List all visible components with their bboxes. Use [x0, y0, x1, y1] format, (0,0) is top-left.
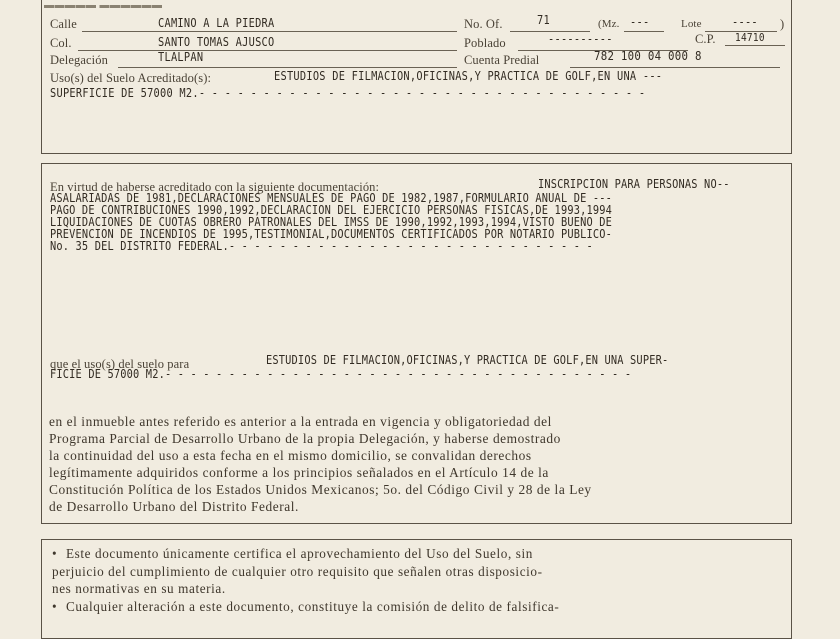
mz-label: (Mz. [598, 18, 620, 30]
col-label: Col. [50, 36, 72, 50]
lote-value: ---- [732, 15, 758, 29]
cp-label: C.P. [695, 32, 716, 46]
col-value: SANTO TOMAS AJUSCO [158, 35, 275, 49]
calle-line [82, 31, 457, 32]
note-1-line-3: nes normativas en su materia. [52, 581, 226, 596]
legal-line-1: en el inmueble antes referido es anterior a la entrada en vigencia y obligatoriedad del [49, 414, 552, 429]
legal-line-2: Programa Parcial de Desarrollo Urbano de la propia Delegación, y haberse demostrado [49, 431, 561, 446]
col-line [78, 50, 457, 51]
note-1-line-2: perjuicio del cumplimiento de cualquier otro requisito que señalen otras disposicio- [52, 563, 543, 579]
documentation-intro: En virtud de haberse acreditado con la siguiente documentación: [50, 180, 380, 194]
documentation-line-5: PREVENCION DE INCENDIOS DE 1995,TESTIMONIAL,DOCUMENTOS CERTIFICADOS POR NOTARIO PUBLICO- [50, 227, 613, 241]
close-paren: ) [780, 17, 785, 31]
no-of-value: 71 [537, 13, 550, 27]
note-1-line-1: Este documento únicamente certifica el aprovechamiento del Uso del Suelo, sin [66, 546, 533, 561]
mz-line [624, 31, 664, 32]
calle-value: CAMINO A LA PIEDRA [158, 16, 275, 30]
bullet-icon: • [52, 598, 58, 614]
calle-label: Calle [50, 17, 77, 31]
delegacion-line [118, 67, 457, 68]
cp-line [725, 45, 785, 46]
uso-section-line-2: FICIE DE 57000 M2.- - - - - - - - - - - - - - - - - - - - - - - - - - - - - - - - - - - - - [50, 367, 632, 381]
poblado-label: Poblado [464, 36, 506, 50]
mz-value: --- [630, 15, 650, 29]
documentation-line-2: ASALARIADAS DE 1981,DECLARACIONES MENSUALES DE PAGO DE 1982,1987,FORMULARIO ANUAL DE --- [50, 191, 613, 205]
legal-line-5: Constitución Política de los Estados Unidos Mexicanos; 5o. del Código Civil y 28 de la Ley [49, 482, 592, 497]
delegacion-value: TLALPAN [158, 50, 204, 64]
uso-line-2: SUPERFICIE DE 57000 M2.- - - - - - - - - - - - - - - - - - - - - - - - - - - - - - - - - - - [50, 86, 646, 100]
cuenta-line [570, 67, 780, 68]
documentation-line-6: No. 35 DEL DISTRITO FEDERAL.- - - - - - - - - - - - - - - - - - - - - - - - - - - - - [50, 239, 593, 253]
notes-list [52, 545, 792, 615]
documentation-line-1: INSCRIPCION PARA PERSONAS NO-- [538, 177, 730, 191]
uso-line-1: ESTUDIOS DE FILMACION,OFICINAS,Y PRACTICA DE GOLF,EN UNA --- [274, 69, 663, 83]
note-1 [52, 545, 792, 563]
legal-line-3: la continuidad del uso a esta fecha en el mismo domicilio, se convalidan derechos [49, 448, 532, 463]
documentation-line-4: LIQUIDACIONES DE CUOTAS OBRERO PATRONALES DEL IMSS DE 1990,1992,1993,1994,VISTO BUENO DE [50, 215, 613, 229]
note-2-line-1: Cualquier alteración a este documento, constituye la comisión de delito de falsifica- [66, 598, 560, 614]
cuenta-value: 782 100 04 000 8 [594, 48, 702, 63]
cut-off-heading: ▬▬▬▬▬ ▬▬▬▬▬▬ [44, 0, 163, 11]
cuenta-label: Cuenta Predial [464, 53, 540, 67]
cp-value: 14710 [735, 31, 765, 44]
uso-section-line-1: ESTUDIOS DE FILMACION,OFICINAS,Y PRACTICA DE GOLF,EN UNA SUPER- [266, 353, 669, 367]
poblado-value: ---------- [548, 32, 613, 46]
legal-line-6: de Desarrollo Urbano del Distrito Federal. [49, 499, 299, 514]
note-2 [52, 598, 792, 616]
legal-line-4: legítimamente adquiridos conforme a los principios señalados en el Artículo 14 de la [49, 465, 549, 480]
bullet-icon: • [52, 546, 58, 561]
no-of-label: No. Of. [464, 17, 503, 31]
uso-label: Uso(s) del Suelo Acreditado(s): [50, 71, 212, 85]
documentation-line-3: PAGO DE CONTRIBUCIONES 1990,1992,DECLARACION DEL EJERCICIO PERSONAS FISICAS,DE 1993,1994 [50, 203, 613, 217]
lote-label: Lote [681, 18, 702, 30]
delegacion-label: Delegación [50, 53, 108, 67]
uso-section-intro: que el uso(s) del suelo para [50, 357, 190, 371]
